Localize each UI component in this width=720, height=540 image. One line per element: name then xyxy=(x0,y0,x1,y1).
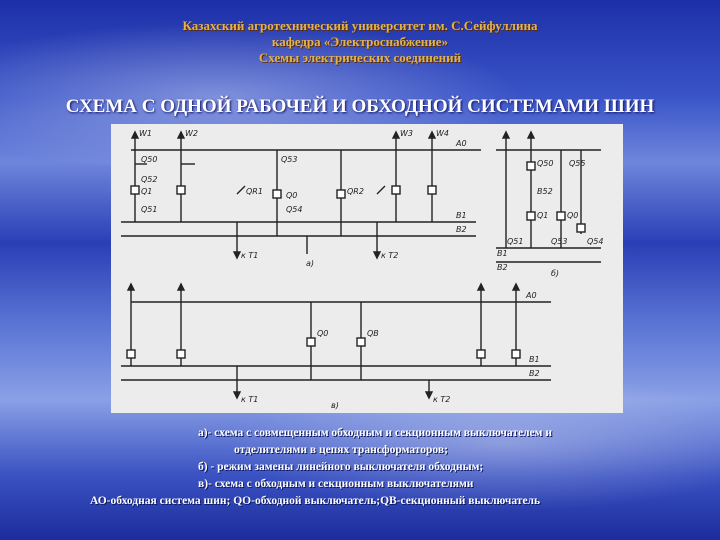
label-q1: Q1 xyxy=(141,187,153,196)
department-name: кафедра «Электроснабжение» xyxy=(271,34,449,49)
label-b1-top: B1 xyxy=(456,211,467,220)
label-q0: Q0 xyxy=(286,191,298,200)
label-a0-bottom: A0 xyxy=(526,291,537,300)
label-b1-bottom: B1 xyxy=(529,355,540,364)
label-q55-b: Q55 xyxy=(569,159,586,168)
label-b2-top: B2 xyxy=(456,225,467,234)
label-b1-b: B1 xyxy=(497,249,508,258)
label-kt2-bottom: к T2 xyxy=(433,395,451,404)
label-kt1-top: к T1 xyxy=(241,251,259,260)
label-qr1: QR1 xyxy=(246,187,263,196)
label-w4: W4 xyxy=(436,129,449,138)
label-q54: Q54 xyxy=(286,205,303,214)
caption-c: в)- схема с обходным и секционным выключателями xyxy=(198,478,474,490)
caption-b: б) - режим замены линейного выключателя обходным; xyxy=(198,461,484,473)
label-b2-b: B2 xyxy=(497,263,508,272)
label-b52-b: B52 xyxy=(537,187,553,196)
label-q1-b: Q1 xyxy=(537,211,549,220)
label-q0-bottom: Q0 xyxy=(317,329,329,338)
label-b2-bottom: B2 xyxy=(529,369,540,378)
label-q50-b: Q50 xyxy=(537,159,554,168)
label-w3: W3 xyxy=(400,129,413,138)
label-q53-b: Q53 xyxy=(551,237,568,246)
scheme-diagram xyxy=(111,124,623,413)
label-fig-a: а) xyxy=(306,259,315,268)
label-qb-bottom: QB xyxy=(367,329,379,338)
label-kt2-top: к T2 xyxy=(381,251,399,260)
university-name: Казахский агротехнический университет им. С.Сейфуллина xyxy=(182,18,538,33)
label-q0-b: Q0 xyxy=(567,211,579,220)
label-fig-c: в) xyxy=(331,401,339,410)
label-w2: W2 xyxy=(185,129,198,138)
label-q52: Q52 xyxy=(141,175,158,184)
scheme-svg xyxy=(111,124,623,413)
label-q51: Q51 xyxy=(141,205,158,214)
label-kt1-bottom: к T1 xyxy=(241,395,259,404)
caption-legend: АО-обходная система шин; QO-обходной выключатель;QB-секционный выключатель xyxy=(90,495,541,507)
label-qr2: QR2 xyxy=(347,187,364,196)
captions xyxy=(80,425,660,510)
label-q53: Q53 xyxy=(281,155,298,164)
header xyxy=(0,18,720,66)
label-a0-top: A0 xyxy=(456,139,467,148)
topic-name: Схемы электрических соединений xyxy=(258,50,462,65)
label-fig-b: б) xyxy=(551,269,560,278)
label-q51-b: Q51 xyxy=(507,237,524,246)
label-w1: W1 xyxy=(139,129,152,138)
slide-title: СХЕМА С ОДНОЙ РАБОЧЕЙ И ОБХОДНОЙ СИСТЕМАМИ ШИН xyxy=(65,96,655,117)
label-q54-b: Q54 xyxy=(587,237,604,246)
label-q50: Q50 xyxy=(141,155,158,164)
caption-a-cont: отделителями в цепях трансформаторов; xyxy=(234,444,448,456)
caption-a: а)- схема с совмещенным обходным и секционным выключателем и xyxy=(198,427,552,439)
